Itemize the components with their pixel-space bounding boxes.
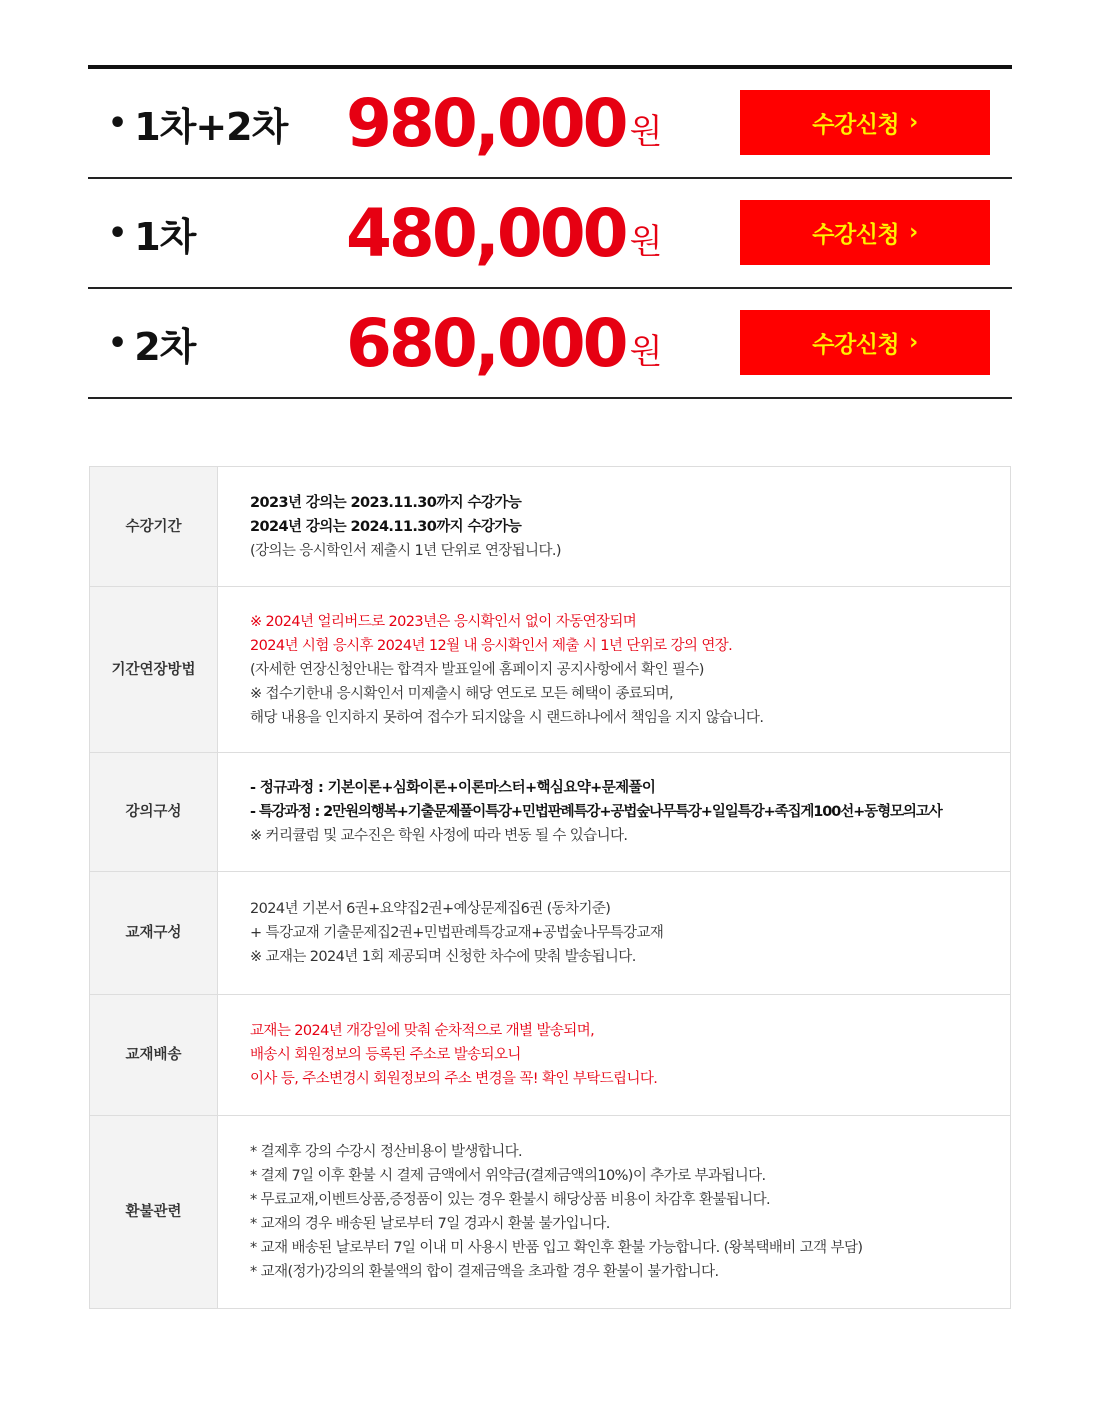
price: [346, 179, 662, 287]
apply-button-label: 수강신청: [812, 222, 900, 248]
price-amount: 480,000: [346, 194, 626, 272]
info-line: ※ 2024년 얼리버드로 2023년은 응시확인서 없이 자동연장되며: [250, 613, 637, 630]
info-header: 교재구성: [90, 872, 218, 995]
info-line: * 결제후 강의 수강시 정산비용이 발생합니다.: [250, 1144, 523, 1160]
course-label-text: 1차+2차: [134, 104, 288, 149]
info-content: [218, 753, 1011, 872]
bullet-icon: •: [108, 325, 127, 361]
price-amount: 980,000: [346, 84, 626, 162]
course-label: [108, 69, 287, 177]
info-row-refund: [90, 1116, 1011, 1309]
apply-button-1st-2nd[interactable]: [740, 90, 990, 155]
info-line: 해당 내용을 인지하지 못하여 접수가 되지않을 시 랜드하나에서 책임을 지지 않습니다.: [250, 709, 764, 726]
info-line: 이사 등, 주소변경시 회원정보의 주소 변경을 꼭! 확인 부탁드립니다.: [250, 1071, 658, 1087]
info-header: 환불관련: [90, 1116, 218, 1309]
info-table: [89, 466, 1011, 1309]
info-row-composition: [90, 753, 1011, 872]
info-line: 배송시 회원정보의 등록된 주소로 발송되오니: [250, 1047, 521, 1063]
info-line: 2024년 기본서 6권+요약집2권+예상문제집6권 (동차기준): [250, 901, 611, 917]
info-row-period: [90, 467, 1011, 587]
price-row-2nd: [88, 289, 1012, 399]
price-section: [88, 65, 1012, 399]
price-row-1st: [88, 179, 1012, 289]
info-header: 수강기간: [90, 467, 218, 587]
info-line: (자세한 연장신청안내는 합격자 발표일에 홈페이지 공지사항에서 확인 필수): [250, 661, 704, 678]
course-label: [108, 179, 195, 287]
info-header: 강의구성: [90, 753, 218, 872]
info-line: ※ 접수기한내 응시확인서 미제출시 해당 연도로 모든 혜택이 종료되며,: [250, 685, 674, 702]
course-label-text: 1차: [134, 214, 196, 259]
info-line: 2024년 시험 응시후 2024년 12월 내 응시확인서 제출 시 1년 단위로 강의 연장.: [250, 637, 733, 654]
price-unit: 원: [629, 221, 663, 262]
info-line: ※ 교재는 2024년 1회 제공되며 신청한 차수에 맞춰 발송됩니다.: [250, 949, 636, 965]
apply-button-label: 수강신청: [812, 332, 900, 358]
info-line: * 무료교재,이벤트상품,증정품이 있는 경우 환불시 해당상품 비용이 차감후 환불됩니다.: [250, 1192, 770, 1208]
info-row-delivery: [90, 995, 1011, 1116]
info-row-textbook: [90, 872, 1011, 995]
price-unit: 원: [629, 331, 663, 372]
price: [346, 69, 662, 177]
info-content: [218, 995, 1011, 1116]
price: [346, 289, 662, 397]
course-label: [108, 289, 195, 397]
info-content: [218, 872, 1011, 995]
info-line: * 교재의 경우 배송된 날로부터 7일 경과시 환불 불가입니다.: [250, 1216, 610, 1232]
chevron-right-icon: ›: [909, 110, 918, 135]
info-content: [218, 587, 1011, 753]
info-line: - 특강과정 : 2만원의행복+기출문제풀이특강+민법판례특강+공법숲나무특강+일일특강+족집게100선+동형모의고사: [250, 804, 942, 820]
info-line: 2023년 강의는 2023.11.30까지 수강가능: [250, 494, 522, 511]
info-line: ※ 커리큘럼 및 교수진은 학원 사정에 따라 변동 될 수 있습니다.: [250, 828, 628, 844]
info-header: 교재배송: [90, 995, 218, 1116]
info-line: * 교재(정가)강의의 환불액의 합이 결제금액을 초과할 경우 환불이 불가합니다.: [250, 1264, 719, 1280]
price-amount: 680,000: [346, 304, 626, 382]
chevron-right-icon: ›: [909, 330, 918, 355]
bullet-icon: •: [108, 215, 127, 251]
bullet-icon: •: [108, 105, 127, 141]
apply-button-1st[interactable]: [740, 200, 990, 265]
info-line: (강의는 응시학인서 제출시 1년 단위로 연장됩니다.): [250, 542, 561, 559]
info-content: [218, 467, 1011, 587]
apply-button-label: 수강신청: [812, 112, 900, 138]
info-line: - 정규과정 : 기본이론+심화이론+이론마스터+핵심요약+문제풀이: [250, 780, 656, 796]
info-line: * 결제 7일 이후 환불 시 결제 금액에서 위약금(결제금액의10%)이 추가로 부과됩니다.: [250, 1168, 766, 1184]
info-line: + 특강교재 기출문제집2권+민법판례특강교재+공법숲나무특강교재: [250, 925, 664, 941]
price-row-1st-2nd: [88, 69, 1012, 179]
info-header: 기간연장방법: [90, 587, 218, 753]
info-line: 2024년 강의는 2024.11.30까지 수강가능: [250, 518, 522, 535]
apply-button-2nd[interactable]: [740, 310, 990, 375]
info-line: 교재는 2024년 개강일에 맞춰 순차적으로 개별 발송되며,: [250, 1023, 595, 1039]
info-content: [218, 1116, 1011, 1309]
chevron-right-icon: ›: [909, 220, 918, 245]
price-unit: 원: [629, 111, 663, 152]
info-line: * 교재 배송된 날로부터 7일 이내 미 사용시 반품 입고 확인후 환불 가능합니다. (왕복택배비 고객 부담): [250, 1240, 863, 1256]
course-label-text: 2차: [134, 324, 196, 369]
info-row-extension: [90, 587, 1011, 753]
